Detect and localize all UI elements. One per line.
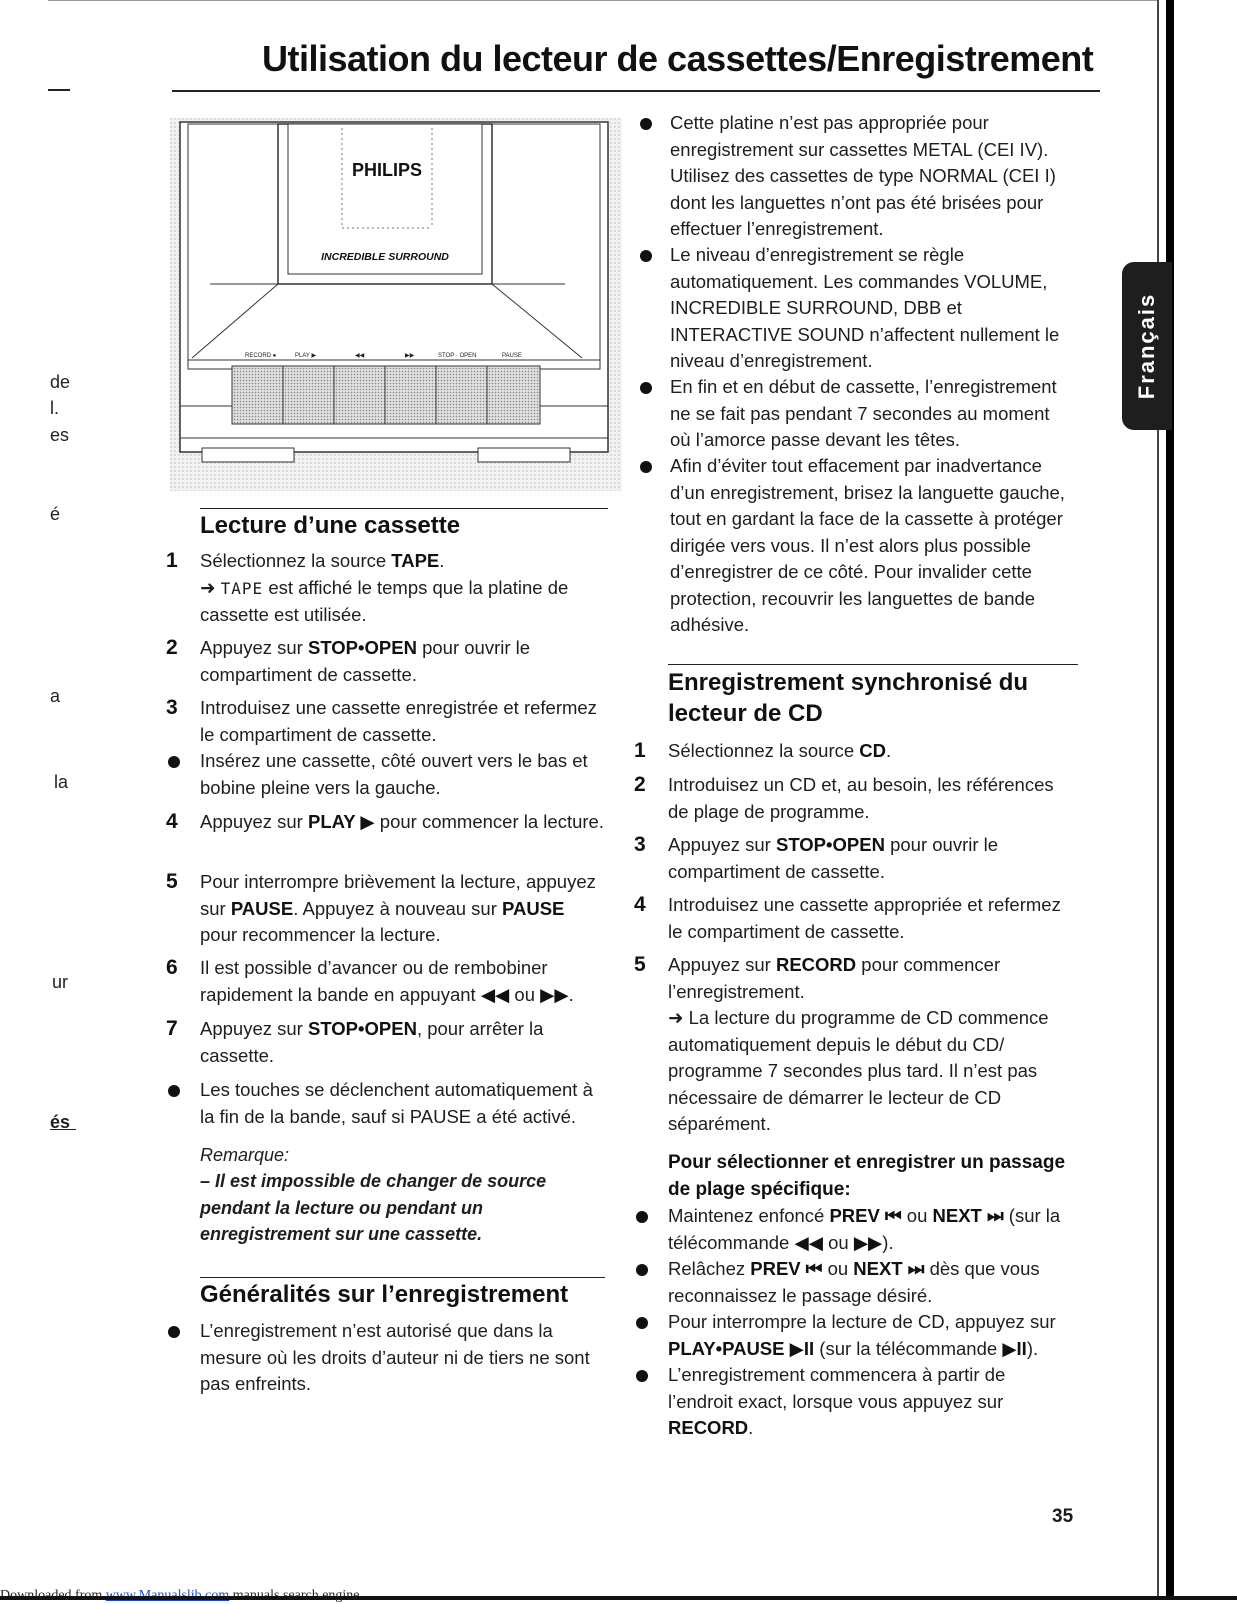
feature-label: INCREDIBLE SURROUND bbox=[321, 251, 449, 263]
button-label: PLAY ▶ bbox=[295, 353, 317, 359]
button-label: ◀◀ bbox=[355, 353, 365, 359]
button-label: ▶▶ bbox=[405, 353, 415, 359]
section-rule bbox=[668, 664, 1078, 665]
bullet-text: Relâchez PREV ⏮ ou NEXT ⏭ dès que vous reconnaissez le passage désiré. bbox=[668, 1258, 1040, 1306]
bullet-icon bbox=[640, 118, 652, 130]
step-text: Appuyez sur PLAY ▶ pour commencer la lecture. bbox=[200, 811, 604, 832]
cassette-deck-illustration bbox=[170, 118, 622, 491]
step-text: Introduisez un CD et, au besoin, les références de plage de programme. bbox=[668, 774, 1054, 822]
margin-dash bbox=[48, 89, 70, 91]
button-label: STOP · OPEN bbox=[438, 353, 477, 359]
language-tab bbox=[1122, 262, 1172, 430]
brand-logo: PHILIPS bbox=[351, 160, 423, 180]
section-title-sync bbox=[668, 667, 1028, 729]
step-text: Appuyez sur STOP•OPEN pour ouvrir le compartiment de cassette. bbox=[200, 637, 531, 685]
step-text: Appuyez sur STOP•OPEN, pour arrêter la cassette. bbox=[200, 1018, 544, 1066]
bullet-icon bbox=[636, 1317, 648, 1329]
section-title-line: lecteur de CD bbox=[668, 700, 823, 727]
step-text: Pour interrompre brièvement la lecture, appuyez sur PAUSE. Appuyez à nouveau sur PAUSE pour recommencer la lecture. bbox=[200, 871, 596, 945]
bullet-text: Maintenez enfoncé PREV ⏮ ou NEXT ⏭ (sur la télécommande ◀◀ ou ▶▶). bbox=[668, 1205, 1061, 1253]
bullet-text: Pour interrompre la lecture de CD, appuyez sur PLAY•PAUSE ▶II (sur la télécommande ▶II). bbox=[668, 1311, 1056, 1359]
note-text: – Il est impossible de changer de source pendant la lecture ou pendant un enregistrement sur une cassette. bbox=[200, 1171, 547, 1244]
margin-fragment: la bbox=[54, 772, 69, 792]
section-title-lecture: Lecture d’une cassette bbox=[200, 512, 461, 539]
margin-fragment: a bbox=[50, 686, 61, 706]
top-rule bbox=[48, 0, 1158, 1]
section-rule bbox=[200, 508, 608, 509]
bullet-text: Cette platine n’est pas appropriée pour enregistrement sur cassettes METAL (CEI IV). Utilisez des cassettes de type NORMAL (CEI I) dont les languettes n’ont pas été brisées pour effectuer l’enregistrement. bbox=[670, 112, 1056, 239]
section-title-generalites: Généralités sur l’enregistrement bbox=[200, 1281, 569, 1308]
button-label: PAUSE bbox=[502, 353, 522, 359]
page-number: 35 bbox=[1052, 1506, 1074, 1527]
step-text: Sélectionnez la source CD. bbox=[668, 740, 892, 761]
right-edge-line bbox=[1157, 0, 1159, 1600]
margin-fragment: de bbox=[50, 372, 71, 392]
step-text: Introduisez une cassette appropriée et refermez le compartiment de cassette. bbox=[668, 894, 1061, 942]
bullet-text: Le niveau d’enregistrement se règle automatiquement. Les commandes VOLUME, INCREDIBLE SURROUND, DBB et INTERACTIVE SOUND n’affectent nullement le niveau d’enregistrement. bbox=[670, 244, 1060, 371]
bottom-bar bbox=[0, 1596, 1237, 1600]
bullet-icon bbox=[636, 1264, 648, 1276]
step-text: Appuyez sur STOP•OPEN pour ouvrir le compartiment de cassette. bbox=[668, 834, 999, 882]
note-title: Remarque: bbox=[200, 1145, 290, 1165]
bullet-text: Afin d’éviter tout effacement par inadvertance d’un enregistrement, brisez la languette gauche, tout en gardant la face de la cassette à protéger dirigée vers vous. Il n’est alors plus possible d’enregistrer de ce côté. Pour invalider cette protection, recouvrir les languettes de bande adhésive. bbox=[670, 455, 1065, 635]
bullet-text: Les touches se déclenchent automatiquement à la fin de la bande, sauf si PAUSE a été activé. bbox=[200, 1079, 593, 1127]
bullet-icon bbox=[640, 461, 652, 473]
section-rule bbox=[200, 1277, 605, 1278]
bullet-icon bbox=[168, 756, 180, 768]
step-text: Il est possible d’avancer ou de rembobiner rapidement la bande en appuyant ◀◀ ou ▶▶. bbox=[200, 957, 574, 1005]
bullet-text: L’enregistrement n’est autorisé que dans la mesure où les droits d’auteur ni de tiers ne sont pas enfreints. bbox=[200, 1320, 590, 1394]
margin-fragment: ur bbox=[52, 972, 69, 992]
margin-fragment: es bbox=[50, 425, 70, 445]
bullet-icon bbox=[640, 382, 652, 394]
page-title: Utilisation du lecteur de cassettes/Enregistrement bbox=[262, 38, 1094, 79]
bullet-text: Insérez une cassette, côté ouvert vers le bas et bobine pleine vers la gauche. bbox=[200, 750, 588, 798]
subsection-heading: Pour sélectionner et enregistrer un passage de plage spécifique: bbox=[668, 1152, 1066, 1200]
step-text: Introduisez une cassette enregistrée et refermez le compartiment de cassette. bbox=[200, 697, 597, 745]
step-text: Sélectionnez la source TAPE. ➜ TAPE est affiché le temps que la platine de cassette est utilisée. bbox=[200, 550, 569, 625]
button-label: RECORD ● bbox=[245, 353, 277, 359]
right-edge-bar bbox=[1166, 0, 1174, 1600]
margin-fragment: l. bbox=[50, 398, 59, 418]
bullet-icon bbox=[168, 1085, 180, 1097]
step-text: Appuyez sur RECORD pour commencer l’enregistrement. ➜ La lecture du programme de CD commence automatiquement depuis le début du CD/ programme 7 secondes plus tard. Il n’est pas nécessaire de démarrer le lecteur de CD séparément. bbox=[668, 954, 1049, 1134]
bullet-icon bbox=[636, 1211, 648, 1223]
margin-fragment: és bbox=[50, 1112, 71, 1132]
bullet-text: L’enregistrement commencera à partir de l’endroit exact, lorsque vous appuyez sur RECORD. bbox=[668, 1364, 1006, 1438]
bullet-icon bbox=[636, 1370, 648, 1382]
title-rule bbox=[172, 90, 1100, 92]
bullet-icon bbox=[168, 1326, 180, 1338]
bullet-icon bbox=[640, 250, 652, 262]
language-tab-label: Français bbox=[1134, 292, 1159, 400]
bullet-text: En fin et en début de cassette, l’enregistrement ne se fait pas pendant 7 secondes au moment où l’amorce passe devant les têtes. bbox=[670, 376, 1057, 450]
section-title-line: Enregistrement synchronisé du bbox=[668, 669, 1029, 696]
margin-fragment: é bbox=[50, 504, 61, 524]
